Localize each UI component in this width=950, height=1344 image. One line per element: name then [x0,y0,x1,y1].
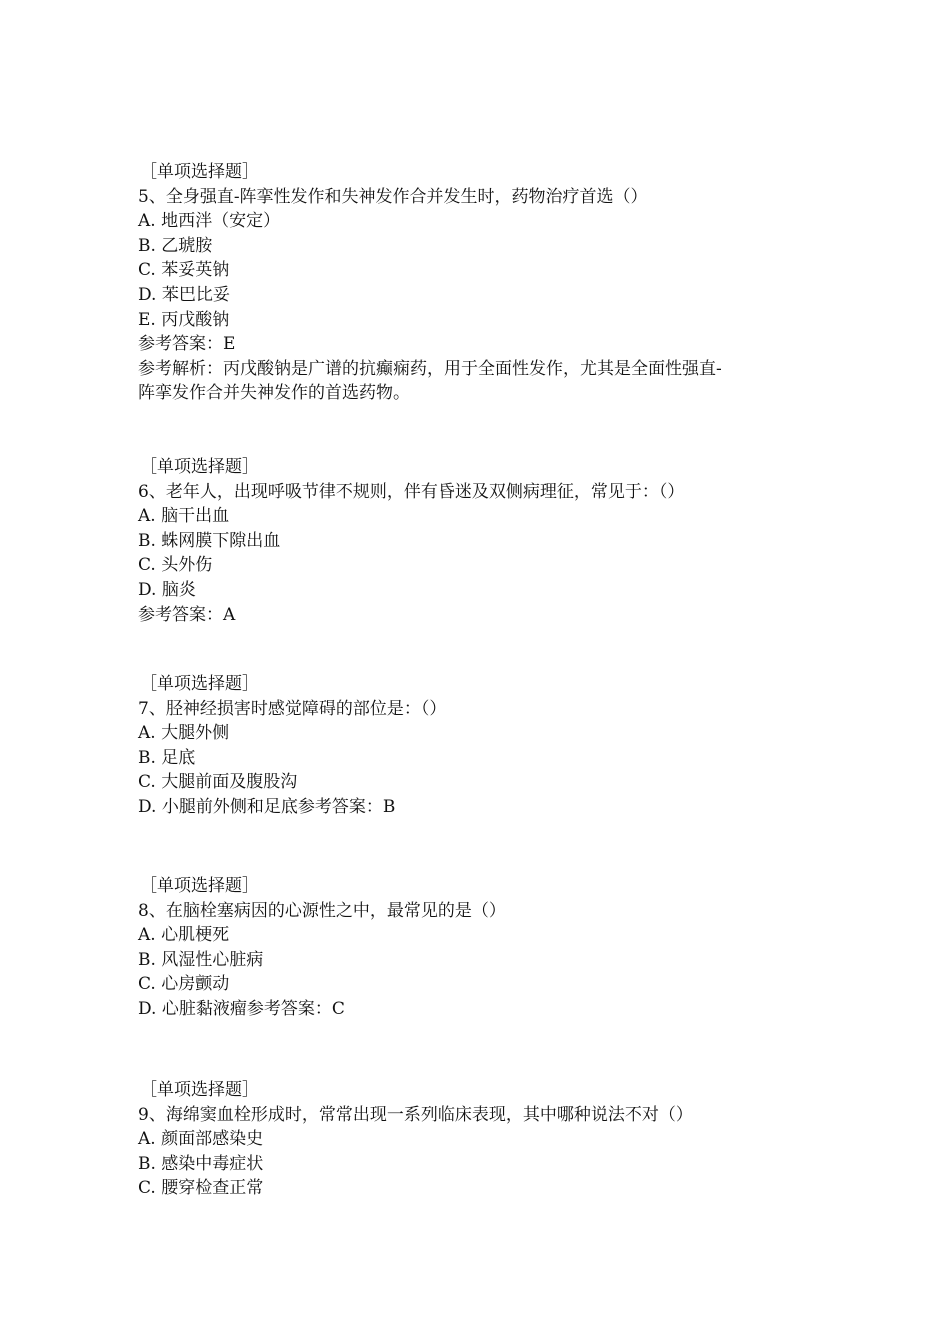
option-d: D. 小腿前外侧和足底参考答案：B [138,796,396,817]
option-b: B. 风湿性心脏病 [138,949,264,970]
option-c: C. 苯妥英钠 [138,260,230,281]
option-b: B. 感染中毒症状 [138,1153,264,1174]
analysis-line-2: 阵挛发作合并失神发作的首选药物。 [138,383,410,404]
question-type-tag: ［单项选择题］ [140,876,259,896]
option-c: C. 心房颤动 [138,974,230,995]
option-a: A. 颜面部感染史 [138,1129,264,1150]
question-stem: 8、在脑栓塞病因的心源性之中，最常见的是（） [138,900,506,921]
reference-answer: 参考答案：A [138,604,236,625]
option-d: D. 心脏黏液瘤参考答案：C [138,998,345,1019]
question-type-tag: ［单项选择题］ [140,162,259,182]
analysis-line-1: 参考解析：丙戊酸钠是广谱的抗癫痫药，用于全面性发作，尤其是全面性强直- [138,358,722,379]
question-stem: 9、海绵窦血栓形成时，常常出现一系列临床表现，其中哪种说法不对（） [138,1104,693,1125]
question-type-tag: ［单项选择题］ [140,457,259,477]
option-b: B. 蛛网膜下隙出血 [138,530,281,551]
option-c: C. 大腿前面及腹股沟 [138,772,298,793]
question-type-tag: ［单项选择题］ [140,674,259,694]
option-b: B. 乙琥胺 [138,235,213,256]
option-a: A. 脑干出血 [138,506,230,527]
question-5 [138,160,828,406]
question-stem: 6、老年人，出现呼吸节律不规则，伴有昏迷及双侧病理征，常见于：（） [138,481,685,502]
option-a: A. 地西泮（安定） [138,211,281,232]
question-6 [138,455,828,627]
option-c: C. 头外伤 [138,555,213,576]
question-8 [138,874,828,1022]
question-7 [138,672,828,820]
option-b: B. 足底 [138,747,196,768]
option-d: D. 脑炎 [138,579,196,600]
option-a: A. 心肌梗死 [138,925,230,946]
question-stem: 7、胫神经损害时感觉障碍的部位是：（） [138,698,447,719]
option-e: E. 丙戊酸钠 [138,309,230,330]
question-type-tag: ［单项选择题］ [140,1080,259,1100]
option-a: A. 大腿外侧 [138,723,230,744]
question-9 [138,1078,828,1201]
question-stem: 5、全身强直-阵挛性发作和失神发作合并发生时，药物治疗首选（） [138,186,648,207]
option-c: C. 腰穿检查正常 [138,1178,264,1199]
reference-answer: 参考答案：E [138,334,236,355]
option-d: D. 苯巴比妥 [138,284,230,305]
